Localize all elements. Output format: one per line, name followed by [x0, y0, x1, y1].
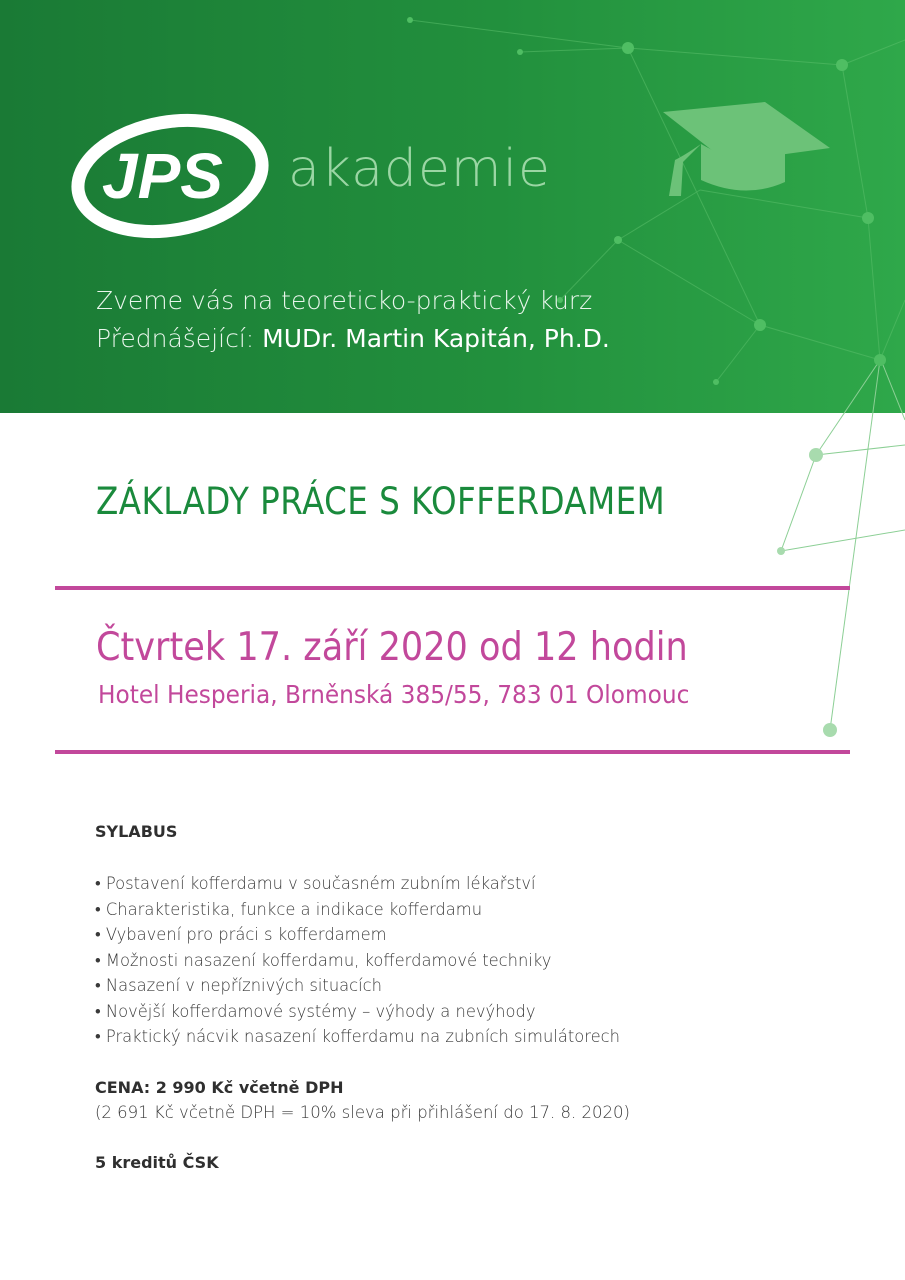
syllabus-heading: SYLABUS: [95, 822, 178, 841]
intro-line: Zveme vás na teoreticko-praktický kurz: [96, 286, 593, 315]
intro-block: [96, 282, 610, 358]
syllabus-item: • Vybavení pro práci s kofferdamem: [95, 923, 620, 949]
syllabus-item: • Charakteristika, funkce a indikace kofferdamu: [95, 898, 620, 924]
syllabus-item: • Možnosti nasazení kofferdamu, kofferdamové techniky: [95, 949, 620, 975]
brand-subtitle: akademie: [288, 139, 552, 199]
logo-text: JPS: [102, 140, 223, 212]
divider-bottom: [55, 750, 850, 754]
graduation-cap-icon: [655, 100, 835, 210]
credits: 5 kreditů ČSK: [95, 1153, 219, 1172]
syllabus-item: • Postavení kofferdamu v současném zubním lékařství: [95, 872, 620, 898]
divider-top: [55, 586, 850, 590]
syllabus-item: • Novější kofferdamové systémy – výhody a nevýhody: [95, 1000, 620, 1026]
jps-logo: [70, 112, 270, 240]
price: CENA: 2 990 Kč včetně DPH: [95, 1078, 344, 1097]
syllabus-item: • Praktický nácvik nasazení kofferdamu na zubních simulátorech: [95, 1025, 620, 1051]
event-date: Čtvrtek 17. září 2020 od 12 hodin: [96, 625, 688, 670]
syllabus-list: [95, 872, 642, 1051]
lecturer-label: Přednášející:: [96, 324, 255, 353]
lecturer-name: MUDr. Martin Kapitán, Ph.D.: [262, 324, 610, 353]
course-title: ZÁKLADY PRÁCE S KOFFERDAMEM: [96, 480, 666, 523]
syllabus-item: • Nasazení v nepříznivých situacích: [95, 974, 620, 1000]
event-venue: Hotel Hesperia, Brněnská 385/55, 783 01 Olomouc: [98, 680, 690, 709]
discount-note: (2 691 Kč včetně DPH = 10% sleva při přihlášení do 17. 8. 2020): [95, 1103, 630, 1122]
